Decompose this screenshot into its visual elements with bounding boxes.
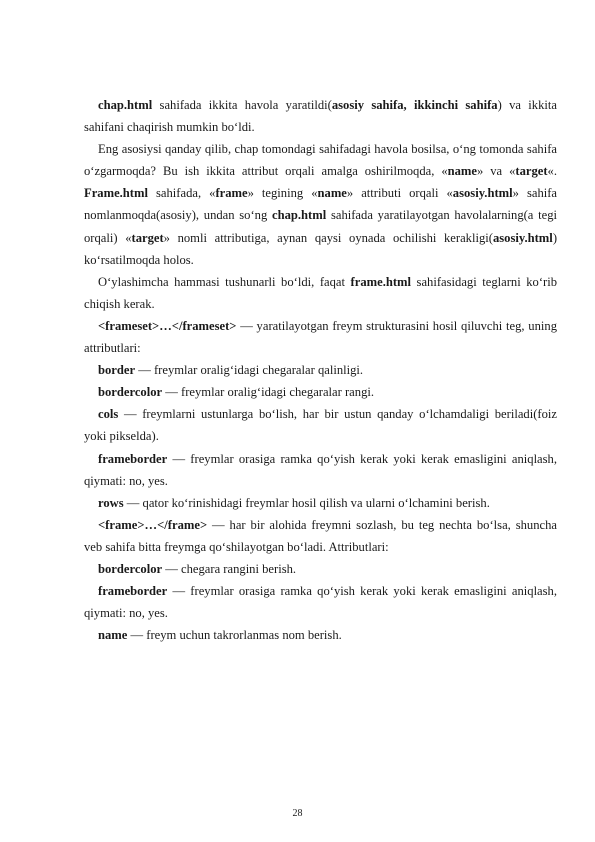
paragraph	[84, 138, 557, 271]
text-run: sahifada yaratilayotgan havolalarning(a tegi orqali) «	[84, 208, 558, 245]
paragraph	[84, 580, 557, 624]
text-run: O‘ylashimcha hammasi tushunarli bo‘ldi, faqat	[98, 274, 351, 289]
text-run: — freymlar oralig‘idagi chegaralar rangi.	[162, 385, 375, 400]
text-run: » sahifa nomlanmoqda(asosiy), undan so‘ng	[84, 186, 558, 223]
text-run: ) va ikkita sahifani chaqirish mumkin bo‘ldi.	[84, 98, 557, 135]
bold-term: bordercolor	[98, 561, 163, 576]
text-run: — chegara rangini berish.	[162, 561, 297, 576]
text-run: » tegining «	[247, 186, 318, 201]
bold-term: chap.html	[272, 208, 327, 223]
bold-term: Frame.html	[84, 186, 148, 201]
text-run: — freymlarni ustunlarga bo‘lish, har bir ustun qanday o‘lchamdaligi beriladi(foiz yoki pikselda).	[84, 407, 557, 444]
bold-term: frameborder	[98, 451, 168, 466]
bold-term: cols	[98, 407, 119, 422]
paragraph	[84, 448, 557, 492]
bold-term: name	[98, 628, 128, 643]
text-run: — qator ko‘rinishidagi freymlar hosil qilish va ularni o‘lchamini berish.	[123, 495, 490, 510]
bold-term: chap.html	[98, 98, 153, 112]
text-run: — freym uchun takrorlanmas nom berish.	[127, 628, 342, 643]
bold-term: asosiy.html	[452, 186, 513, 201]
text-run: sahifasidagi teglarni ko‘rib chiqish kerak.	[84, 274, 558, 311]
bold-term: frame.html	[350, 274, 412, 289]
document-body	[84, 94, 557, 646]
bold-term: frameborder	[98, 584, 168, 599]
bold-term: <frameset>…</frameset>	[98, 318, 237, 333]
text-run: «.	[547, 164, 557, 179]
bold-term: asosiy.html	[492, 230, 553, 245]
bold-term: frame	[215, 186, 248, 201]
paragraph	[84, 94, 557, 138]
paragraph	[84, 315, 557, 359]
bold-term: asosiy sahifa, ikkinchi sahifa	[331, 98, 498, 112]
text-run: — freymlar orasiga ramka qo‘yish kerak yoki kerak emasligini aniqlash, qiymati: no, yes.	[84, 584, 557, 621]
bold-term: bordercolor	[98, 385, 163, 400]
paragraph	[84, 514, 557, 558]
bold-term: name	[447, 164, 478, 179]
text-run: ) ko‘rsatilmoqda holos.	[84, 230, 558, 267]
text-run: — yaratilayotgan freym strukturasini hosil qiluvchi teg, uning attributlari:	[84, 318, 557, 356]
bold-term: target	[131, 230, 164, 245]
bold-term: border	[98, 363, 136, 378]
paragraph	[84, 381, 557, 403]
paragraph	[84, 403, 557, 447]
text-run: » va «	[477, 164, 516, 179]
paragraph	[84, 624, 557, 646]
text-run: — har bir alohida freymni sozlash, bu teg nechta bo‘lsa, shuncha veb sahifa bitta freymga qo‘shilayotgan bo‘ladi. Attributlari:	[84, 517, 557, 554]
bold-term: <frame>…</frame>	[98, 517, 208, 532]
text-run: sahifada, «	[148, 186, 216, 201]
paragraph	[84, 271, 557, 315]
text-run: sahifada ikkita havola yaratildi(	[152, 98, 332, 112]
page-number: 28	[292, 808, 303, 819]
text-run: Eng asosiysi qanday qilib, chap tomondagi sahifadagi havola bosilsa, o‘ng tomonda sahifa o‘zgarmoqda? Bu ish ikkita attribut orqali amalga oshirilmoqda, «	[84, 142, 557, 179]
paragraph	[84, 359, 557, 381]
bold-term: rows	[98, 495, 124, 510]
paragraph	[84, 558, 557, 580]
bold-term: name	[317, 186, 347, 201]
text-run: » attributi orqali «	[346, 186, 453, 201]
text-run: » nomli attributiga, aynan qaysi oynada ochilishi kerakligi(	[163, 230, 493, 245]
text-run: — freymlar orasiga ramka qo‘yish kerak yoki kerak emasligini aniqlash, qiymati: no, yes.	[84, 451, 557, 488]
text-run: — freymlar oralig‘idagi chegaralar qalinligi.	[135, 363, 364, 378]
bold-term: target	[515, 164, 548, 179]
paragraph	[84, 492, 557, 514]
